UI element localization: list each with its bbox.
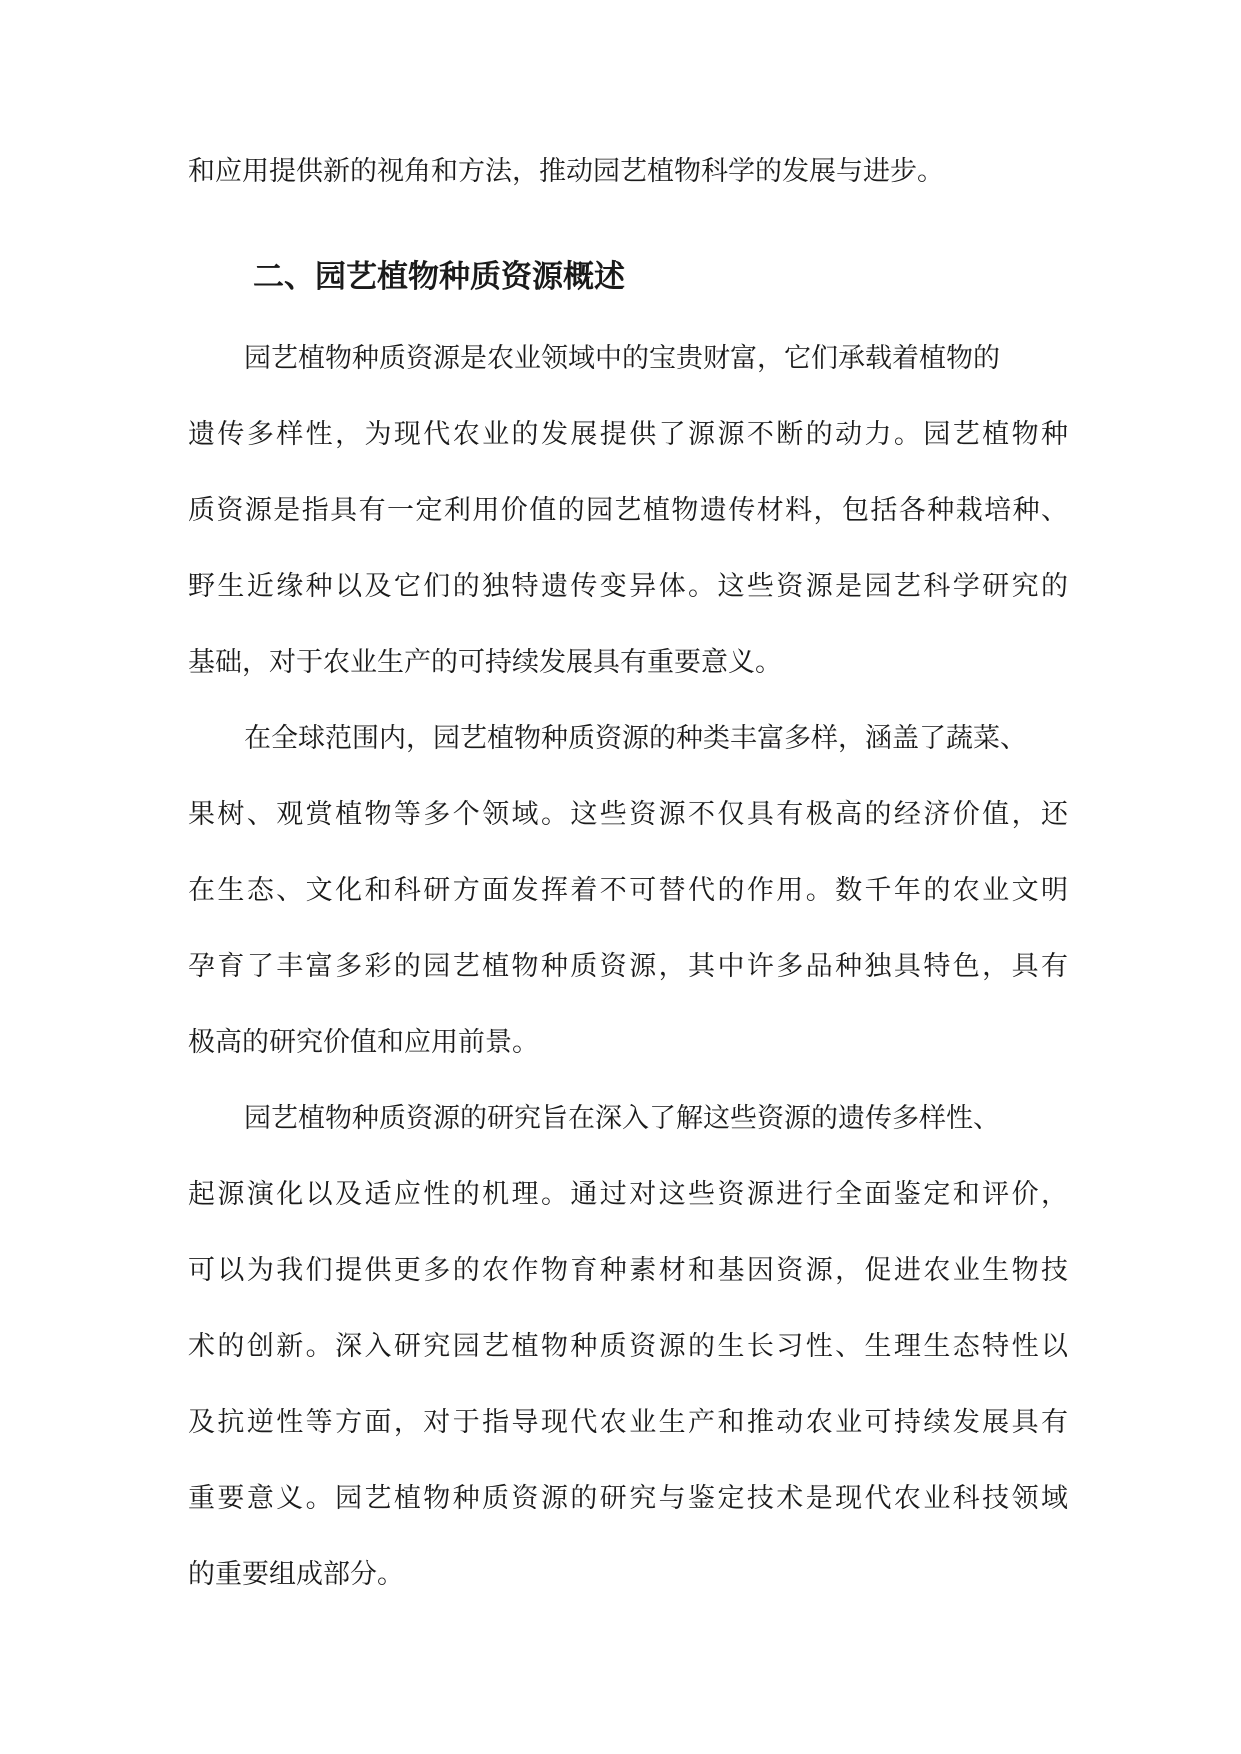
paragraph-line: 孕育了丰富多彩的园艺植物种质资源，其中许多品种独具特色，具有 [188,951,1068,982]
paragraph-line: 起源演化以及适应性的机理。通过对这些资源进行全面鉴定和评价， [188,1179,1068,1210]
paragraph-line: 园艺植物种质资源是农业领域中的宝贵财富，它们承载着植物的 [244,343,1000,374]
paragraph-line: 基础，对于农业生产的可持续发展具有重要意义。 [188,647,782,678]
paragraph-line: 在全球范围内，园艺植物种质资源的种类丰富多样，涵盖了蔬菜、 [244,723,1027,754]
paragraph-line: 质资源是指具有一定利用价值的园艺植物遗传材料，包括各种栽培种、 [188,495,1068,526]
paragraph-line: 可以为我们提供更多的农作物育种素材和基因资源，促进农业生物技 [188,1255,1068,1286]
paragraph-line: 园艺植物种质资源的研究旨在深入了解这些资源的遗传多样性、 [244,1103,1000,1134]
paragraph-line: 野生近缘种以及它们的独特遗传变异体。这些资源是园艺科学研究的 [188,571,1068,602]
section-heading: 二、园艺植物种质资源概述 [253,259,625,295]
paragraph-line: 重要意义。园艺植物种质资源的研究与鉴定技术是现代农业科技领域 [188,1483,1068,1514]
continuation-line: 和应用提供新的视角和方法，推动园艺植物科学的发展与进步。 [188,156,944,187]
paragraph-line: 及抗逆性等方面，对于指导现代农业生产和推动农业可持续发展具有 [188,1407,1068,1438]
paragraph-line: 术的创新。深入研究园艺植物种质资源的生长习性、生理生态特性以 [188,1331,1068,1362]
paragraph-line: 在生态、文化和科研方面发挥着不可替代的作用。数千年的农业文明 [188,875,1068,906]
paragraph-line: 的重要组成部分。 [188,1559,404,1590]
paragraph-line: 果树、观赏植物等多个领域。这些资源不仅具有极高的经济价值，还 [188,799,1068,830]
paragraph-line: 极高的研究价值和应用前景。 [188,1027,539,1058]
paragraph-line: 遗传多样性，为现代农业的发展提供了源源不断的动力。园艺植物种 [188,419,1068,450]
